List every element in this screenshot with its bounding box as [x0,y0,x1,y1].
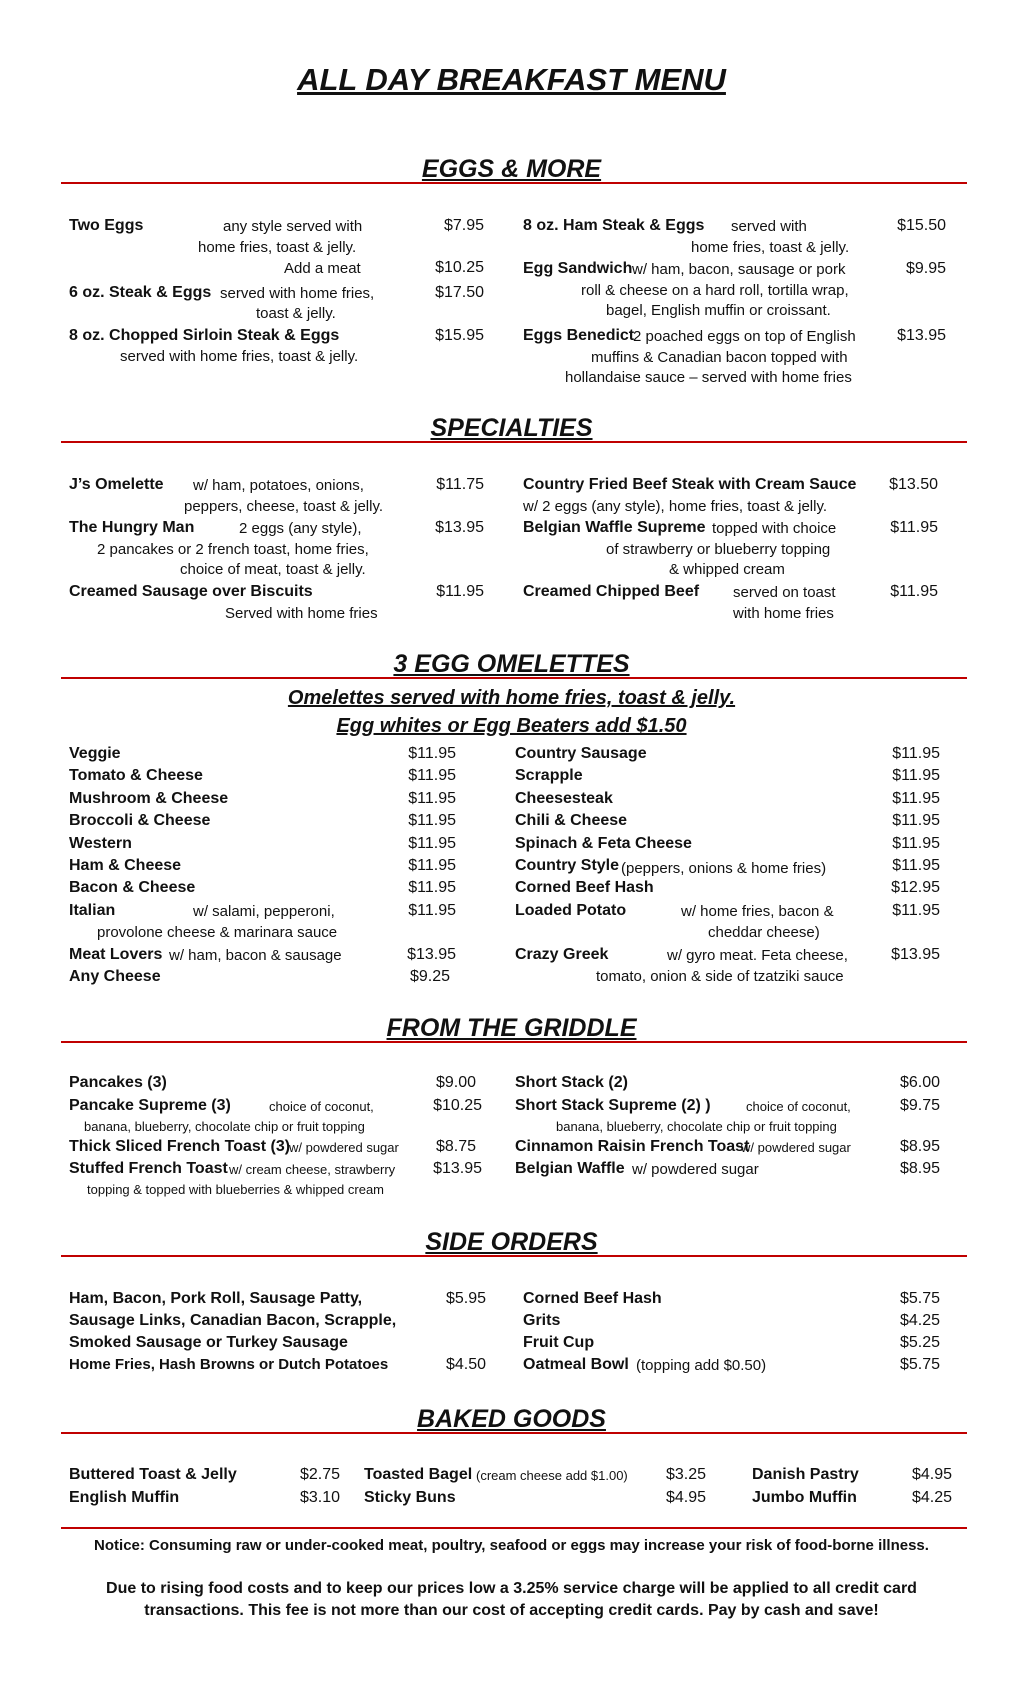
item-name: Pancakes (3) [69,1074,167,1091]
list-item-price: $11.95 [892,857,940,874]
item-name: Creamed Chipped Beef [523,583,700,600]
item-price: $15.95 [435,327,484,344]
section-title-eggs: EGGS & MORE [421,155,602,183]
list-item-name: Fruit Cup [523,1334,595,1351]
item-name: Crazy Greek [515,946,609,963]
item-desc: 2 poached eggs on top of English [633,328,856,345]
list-item-price: $5.25 [899,1334,940,1351]
credit-fee-notice-2: transactions. This fee is not more than our cost of accepting credit cards. Pay by cash and save! [144,1602,879,1619]
list-item-price: $11.95 [408,767,456,785]
item-name: Stuffed French Toast [69,1160,228,1177]
list-item-price: $11.95 [892,812,940,830]
item-price: $4.25 [911,1489,952,1506]
item-desc: w/ powdered sugar [632,1161,759,1178]
item-desc: served with [731,218,807,235]
item-price: $8.95 [899,1160,940,1177]
item-price: $11.75 [436,476,484,493]
item-desc: home fries, toast & jelly. [691,239,850,256]
list-item-name: Veggie [69,745,121,762]
list-item-name: Cheesesteak [515,789,613,807]
item-desc: w/ powdered sugar [289,1140,399,1155]
item-desc: w/ cream cheese, strawberry [229,1162,396,1177]
item-name: Italian [69,902,116,919]
item-desc: bagel, English muffin or croissant. [606,302,831,319]
item-desc: w/ gyro meat. Feta cheese, [667,947,848,964]
item-name: Short Stack Supreme (2) ) [515,1097,711,1114]
section-title-baked: BAKED GOODS [417,1405,606,1433]
item-name: Toasted Bagel [364,1466,473,1483]
list-item-name: Scrapple [515,767,583,785]
item-desc: tomato, onion & side of tzatziki sauce [596,968,844,985]
item-desc: choice of coconut, [269,1099,374,1114]
item-desc: hollandaise sauce – served with home fries [565,369,852,386]
item-price: $4.50 [445,1356,486,1373]
item-desc: choice of meat, toast & jelly. [180,561,366,578]
list-item-price: $5.75 [899,1290,940,1307]
list-item-price: $11.95 [892,767,940,785]
item-desc: served with home fries, [220,285,375,302]
omelettes-addon: Egg whites or Egg Beaters add $1.50 [336,715,687,737]
list-item-price: $11.95 [892,745,940,762]
item-price: $3.25 [665,1466,706,1483]
list-item-name: Ham & Cheese [69,857,182,874]
item-name: Meat Lovers [69,946,163,963]
list-item-price: $12.95 [891,879,940,897]
item-desc: home fries, toast & jelly. [198,239,357,256]
list-item-name: Country Style [515,857,620,874]
item-price: $13.95 [433,1160,482,1177]
item-name: Ham, Bacon, Pork Roll, Sausage Patty, [69,1290,363,1307]
item-price: $10.25 [435,259,484,276]
item-price: $13.50 [889,476,938,493]
list-item-name: Tomato & Cheese [69,767,203,785]
list-item-price: $11.95 [408,812,456,830]
item-name: Any Cheese [69,968,161,985]
item-price: $9.75 [899,1097,940,1114]
item-desc: (cream cheese add $1.00) [476,1468,628,1483]
list-item-price: $5.75 [899,1356,940,1373]
credit-fee-notice-1: Due to rising food costs and to keep our prices low a 3.25% service charge will be applied to all credit card [106,1580,917,1597]
list-item-name: Corned Beef Hash [523,1290,662,1307]
item-desc: Served with home fries [225,605,378,622]
list-item-name: Grits [523,1312,561,1329]
item-desc: w/ salami, pepperoni, [193,903,335,920]
item-name: J’s Omelette [69,476,164,493]
list-item-price: $11.95 [408,879,456,897]
list-item-price: $4.25 [899,1312,940,1329]
omelettes-note: Omelettes served with home fries, toast & jelly. [287,687,736,709]
section-title-griddle: FROM THE GRIDDLE [386,1014,637,1042]
item-name: Buttered Toast & Jelly [69,1466,237,1483]
item-price: $9.95 [905,260,946,277]
item-price: $11.95 [890,583,938,600]
item-desc: muffins & Canadian bacon topped with [591,349,848,366]
item-desc: served with home fries, toast & jelly. [120,348,359,365]
item-price: $6.00 [899,1074,940,1091]
section-title-specialties: SPECIALTIES [430,414,593,442]
item-desc: peppers, cheese, toast & jelly. [184,498,383,515]
item-desc: provolone cheese & marinara sauce [97,924,338,941]
item-desc: of strawberry or blueberry topping [606,541,831,558]
item-name: Belgian Waffle Supreme [523,519,706,536]
item-price: $8.95 [899,1138,940,1155]
item-price: $11.95 [436,583,484,600]
item-name: Egg Sandwich [523,260,633,277]
item-name: 8 oz. Ham Steak & Eggs [523,217,705,234]
section-title-sides: SIDE ORDERS [425,1228,598,1256]
list-item-price: $11.95 [408,834,456,852]
list-item-price: $11.95 [892,789,940,807]
item-desc: & whipped cream [669,561,785,578]
item-desc: Add a meat [284,260,361,277]
item-name: Loaded Potato [515,902,627,919]
item-name: 6 oz. Steak & Eggs [69,284,212,301]
item-desc: topping & topped with blueberries & whipped cream [87,1182,385,1197]
item-name: Thick Sliced French Toast (3) [69,1138,291,1155]
item-name: Country Fried Beef Steak with Cream Sauce [523,476,857,493]
list-item-name: Spinach & Feta Cheese [515,834,692,852]
item-desc: (peppers, onions & home fries) [621,860,827,877]
item-desc: served on toast [733,584,836,601]
item-desc: topped with choice [712,520,837,537]
list-item-name: Bacon & Cheese [69,879,196,897]
item-price: $13.95 [897,327,946,344]
item-desc: 2 pancakes or 2 french toast, home fries, [97,541,369,558]
item-desc: choice of coconut, [746,1099,851,1114]
item-name: The Hungry Man [69,519,195,536]
item-desc: w/ home fries, bacon & [681,903,834,920]
list-item-name: Corned Beef Hash [515,879,654,897]
item-name: English Muffin [69,1489,180,1506]
list-item-price: $11.95 [408,745,456,762]
item-name: Two Eggs [69,217,144,234]
item-desc: 2 eggs (any style), [239,520,362,537]
list-item-name: Oatmeal Bowl [523,1356,629,1373]
section-rule [61,1527,967,1529]
item-desc: w/ 2 eggs (any style), home fries, toast & jelly. [523,498,828,515]
item-name: Eggs Benedict [523,327,635,344]
item-name: Smoked Sausage or Turkey Sausage [69,1334,348,1351]
item-price: $17.50 [435,284,484,301]
item-name: Short Stack (2) [515,1074,628,1091]
item-price: $11.95 [892,902,940,919]
item-price: $2.75 [299,1466,340,1483]
list-item-price: $11.95 [408,857,456,874]
item-name: Pancake Supreme (3) [69,1097,231,1114]
list-item-name: Western [69,834,132,852]
item-desc: banana, blueberry, chocolate chip or fruit topping [556,1119,837,1134]
item-price: $8.75 [435,1138,476,1155]
item-desc: banana, blueberry, chocolate chip or fruit topping [84,1119,365,1134]
item-desc: toast & jelly. [256,305,336,322]
menu-title: ALL DAY BREAKFAST MENU [297,62,726,97]
item-name: Sausage Links, Canadian Bacon, Scrapple, [69,1312,397,1329]
item-price: $7.95 [443,217,484,234]
list-item-name: Broccoli & Cheese [69,812,211,830]
item-desc: (topping add $0.50) [636,1357,767,1374]
item-desc: any style served with [223,218,363,235]
item-name: Cinnamon Raisin French Toast [515,1138,750,1155]
section-title-omelettes: 3 EGG OMELETTES [393,650,630,678]
item-desc: roll & cheese on a hard roll, tortilla wrap, [581,282,849,299]
item-desc: w/ powdered sugar [741,1140,851,1155]
item-name: Home Fries, Hash Browns or Dutch Potatoes [69,1356,389,1373]
item-name: Sticky Buns [364,1489,456,1506]
list-item-name: Country Sausage [515,745,647,762]
item-name: Creamed Sausage over Biscuits [69,583,313,600]
item-name: Belgian Waffle [515,1160,625,1177]
item-price: $9.00 [435,1074,476,1091]
item-price: $4.95 [911,1466,952,1483]
item-price: $3.10 [299,1489,340,1506]
item-desc: w/ ham, potatoes, onions, [193,477,364,494]
item-name: 8 oz. Chopped Sirloin Steak & Eggs [69,327,340,344]
item-name: Danish Pastry [752,1466,859,1483]
item-desc: with home fries [733,605,834,622]
item-price: $13.95 [407,946,456,963]
item-price: $9.25 [409,968,450,985]
list-item-name: Chili & Cheese [515,812,628,830]
food-safety-notice: Notice: Consuming raw or under-cooked meat, poultry, seafood or eggs may increase your risk of food-borne illness. [94,1537,929,1554]
list-item-price: $11.95 [408,789,456,807]
item-price: $11.95 [408,902,456,919]
item-desc: w/ ham, bacon & sausage [169,947,342,964]
item-price: $15.50 [897,217,946,234]
list-item-price: $11.95 [892,834,940,852]
list-item-name: Mushroom & Cheese [69,789,229,807]
item-name: Jumbo Muffin [752,1489,857,1506]
item-price: $10.25 [433,1097,482,1114]
item-price: $4.95 [665,1489,706,1506]
item-price: $13.95 [435,519,484,536]
item-price: $11.95 [890,519,938,536]
item-price: $5.95 [445,1290,486,1307]
item-price: $13.95 [891,946,940,963]
item-desc: w/ ham, bacon, sausage or pork [632,261,846,278]
item-desc: cheddar cheese) [708,924,820,941]
